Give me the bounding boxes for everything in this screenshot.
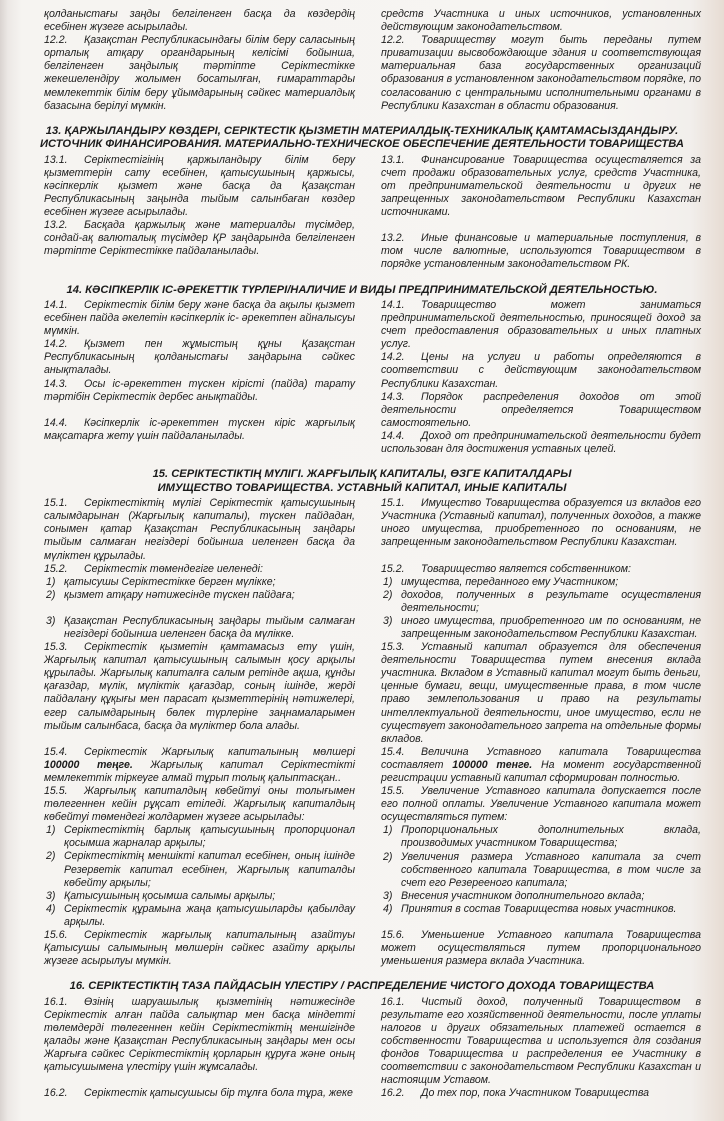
paragraph-text: Цены на услуги и работы определяются в соответствии с действующим законодательством Республики Казахстан. — [381, 351, 701, 390]
list-item — [381, 576, 701, 589]
paragraph-text: Имущество Товарищества образуется из вкладов его Участника (Уставный капитал), полученных доходов, а также иного имущества, приобретенного по основаниям, не запрещенным законодательством Республики Казахстан. — [381, 497, 701, 549]
paragraph-number: 14.1. — [44, 299, 68, 311]
section-15-right — [381, 497, 701, 968]
paragraph-number: 16.2. — [381, 1087, 405, 1100]
paragraph-text: Қазақстан Республикасындағы білім беру саласының орталық атқару органдарының келісімі бойынша, белгіленген заңдылық тәртіпте Серіктестікке жекешелендіру жолымен босатылған, ғимараттарды мемлекеттік білім беру ұйымдарының сәйкес материалдық базасына берілуі мүмкін. — [44, 34, 355, 112]
paragraph-number: 15.4. — [381, 745, 405, 758]
list-text: иного имущества, приобретенного им по основаниям, не запрещенным законодательством Республики Казахстан. — [401, 614, 701, 640]
paragraph-number: 13.1. — [44, 153, 68, 166]
paragraph-15-1-kz — [44, 497, 355, 562]
paragraph-number: 16.1. — [44, 995, 68, 1008]
section-14-heading: 14. КӘСІПКЕРЛІК ІС-ӘРЕКЕТТІК ТҮРЛЕРІ/НАЛИЧИЕ И ВИДЫ ПРЕДПРИНИМАТЕЛЬСКОЙ ДЕЯТЕЛЬНОСТЬЮ. — [66, 283, 658, 296]
section-12-left-continuation: қолданыстағы заңды белгіленген басқа да көздердің есебінен жүзеге асырылады. — [44, 8, 355, 34]
paragraph-text: Иные финансовые и материальные поступления, в том числе валютные, используются Товариществом в порядке установленным законодательством РК. — [381, 232, 701, 271]
paragraph-text: Жарғылық капиталдың көбейтуі оны толығымен төлегеннен кейін рұқсат етіледі. Жарғылық капиталдың көбейтуі төмендегі жолдармен жүзеге асырылады: — [44, 785, 355, 824]
paragraph-number: 15.3. — [381, 641, 405, 654]
list-number: 4) — [383, 902, 393, 915]
paragraph-14-3-ru — [381, 391, 701, 430]
paragraph-text: Порядок распределения доходов от этой деятельности определяется Товариществом самостоятельно. — [381, 390, 701, 429]
paragraph-text: Қызмет пен жұмыстың құны Қазақстан Республикасының қолданыстағы заңдарына сәйкес анықталады. — [44, 338, 355, 377]
list-text: Серіктестіктің барлық қатысушының пропорционал қосымша жарналар арқылы; — [64, 824, 355, 850]
section-15-left — [44, 497, 355, 968]
paragraph-text: Серіктестік төмендегіге иеленеді: — [84, 562, 263, 575]
list-text: Пропорциональных дополнительных вклада, производимых участником Товарищества; — [401, 824, 701, 850]
list-text: Серіктестік құрамына жаңа қатысушыларды қабылдау арқылы. — [64, 902, 355, 928]
paragraph-text: Товарищество является собственником: — [421, 562, 631, 575]
paragraph-15-3-ru — [381, 641, 701, 746]
paragraph-text: Өзінің шаруашылық қызметінің нәтижесінде Серіктестік алған пайда салықтар мен басқа міндетті төлемдерді төлегеннен кейін Серіктестіктің меншігінде қалады және Қазақстан Республикасының заңдары мен осы Жарғыға сәйкес Серіктестіктің қорларын құруға және оның қатысушымена үлестіру үшін жұмсалады. — [44, 995, 355, 1074]
section-14-right — [381, 299, 701, 456]
paragraph-15-4-kz — [44, 746, 355, 785]
paragraph-number: 14.2. — [381, 351, 405, 364]
list-number: 3) — [383, 889, 393, 902]
paragraph-text: Чистый доход, полученный Товариществом в результате его хозяйственной деятельности, после уплаты налогов и других обязательных платежей остается в собственности Товарищества и используется для создания фондов Товарищества и распределения ее Участнику в соответствии с законодательством Республики Казахстан и настоящим Уставом. — [381, 995, 701, 1087]
section-12 — [44, 8, 702, 113]
paragraph-number: 16.2. — [44, 1087, 68, 1100]
paragraph-14-4-ru — [381, 430, 701, 456]
paragraph-13-2-ru — [381, 232, 701, 271]
list-text: доходов, полученных в результате осуществления деятельности; — [401, 588, 701, 614]
paragraph-15-4-ru — [381, 746, 701, 785]
list-number: 2) — [46, 850, 56, 863]
paragraph-text: До тех пор, пока Участником Товарищества — [421, 1087, 650, 1100]
list-number: 1) — [46, 824, 56, 837]
list-number: 3) — [46, 889, 56, 902]
paragraph-text-post: Жарғылық капитал Серіктестікті мемлекеттік тіркеуге алмай тұрып толық қалыптасқан.. — [44, 758, 355, 784]
list-number: 1) — [46, 575, 56, 588]
section-16-left — [44, 996, 355, 1101]
paragraph-number: 13.1. — [381, 153, 405, 166]
paragraph-16-2-ru — [381, 1087, 701, 1100]
paragraph-14-2-ru — [381, 351, 701, 390]
list-text: Принятия в состав Товарищества новых участников. — [401, 902, 677, 915]
paragraph-15-5-kz — [44, 785, 355, 824]
section-16 — [44, 980, 702, 1100]
paragraph-12-2-ru — [381, 34, 701, 113]
list-number: 3) — [383, 614, 393, 627]
section-16-heading: 16. СЕРІКТЕСТІКТІҢ ТАЗА ПАЙДАСЫН ҮЛЕСТІРУ / РАСПРЕДЕЛЕНИЕ ЧИСТОГО ДОХОДА ТОВАРИЩЕСТВА — [69, 980, 655, 993]
paragraph-14-4-kz — [44, 417, 355, 443]
list-number: 4) — [46, 902, 56, 915]
paragraph-14-1-ru — [381, 299, 701, 351]
section-13-left — [44, 154, 355, 259]
list-item — [44, 903, 355, 929]
list-item — [381, 615, 701, 641]
paragraph-16-2-kz — [44, 1087, 355, 1100]
paragraph-text-pre: Величина Уставного капитала Товарищества составляет — [381, 745, 701, 771]
paragraph-15-2-ru — [381, 563, 701, 576]
list-number: 3) — [46, 614, 56, 627]
list-item — [44, 589, 355, 602]
list-item — [44, 615, 355, 641]
paragraph-text: Кәсіпкерлік іс-әрекеттен түскен кіріс жарғылық мақсатарға жету үшін пайдаланылады. — [44, 416, 355, 442]
paragraph-14-2-kz — [44, 338, 355, 377]
section-13-heading-ru: ИСТОЧНИК ФИНАНСИРОВАНИЯ. МАТЕРИАЛЬНО-ТЕХНИЧЕСКОЕ ОБЕСПЕЧЕНИЕ ДЕЯТЕЛЬНОСТИ ТОВАРИЩЕСТВА — [40, 138, 684, 151]
list-item — [381, 851, 701, 890]
paragraph-number: 12.2. — [381, 34, 405, 47]
paragraph-number: 15.2. — [381, 562, 405, 575]
capital-amount: 100000 тенге. — [452, 758, 533, 771]
section-12-left — [44, 8, 355, 113]
paragraph-text: Товарищество может заниматься предпринимательской деятельностью, приносящей доход за счет предоставления образовательных и иных платных услуг. — [381, 299, 701, 351]
capital-amount: 100000 теңге. — [44, 758, 133, 771]
paragraph-text: Серіктестік қатысушысы бір тұлға бола тұра, жеке — [84, 1087, 353, 1100]
paragraph-15-6-kz — [44, 929, 355, 968]
paragraph-text: Уставный капитал образуется для обеспечения деятельности Товарищества путем внесения вклада участника. Вкладом в Уставный капитал могут быть деньги, ценные бумаги, вещи, имущественные права, в том числе право землепользования и право на результаты интеллектуальной деятельности, иное имущество, если не существует законодательного запрета на отдельные формы вкладов. — [381, 641, 701, 745]
list-number: 1) — [383, 824, 393, 837]
section-12-right-continuation: средств Участника и иных источников, установленных действующим законодательством. — [381, 8, 701, 34]
section-14-left — [44, 299, 355, 443]
paragraph-text: Доход от предпринимательской деятельности будет использован для достижения уставных целей. — [381, 429, 701, 456]
list-text: Серіктестіктің меншікті капитал есебінен, оның ішінде Резерветік капитал есебінен, Жарғылық капиталды көбейту арқылы; — [64, 850, 355, 889]
list-item — [44, 576, 355, 589]
paragraph-text: Серіктестігінің қаржыландыру білім беру қызметтерін сату есебінен, қатысушының қаржысы, кәсіпкерлік қызмет және басқа да Қазақстан Республикасының заңында тыйым салынбаған көздер есебінен жүзеге асырылады. — [44, 153, 355, 219]
paragraph-number: 14.2. — [44, 338, 68, 351]
list-text: Увеличения размера Уставного капитала за счет собственного капитала Товарищества, в том числе за счет его Резерееного капитала; — [401, 850, 701, 889]
paragraph-text: Серіктестік жарғылық капиталының азайтуы Қатысушы салымының мөлшерін сәйкес азайту арқылы жүзеге асырылуы мүмкін. — [44, 929, 355, 968]
paragraph-number: 15.5. — [44, 785, 68, 797]
paragraph-12-2-kz — [44, 34, 355, 113]
paragraph-number: 14.1. — [381, 299, 405, 311]
paragraph-number: 15.3. — [44, 641, 68, 654]
section-15-heading — [22, 468, 702, 495]
paragraph-text: Увеличение Уставного капитала допускается после его полной оплаты. Увеличение Уставного капитала может осуществляться путем: — [381, 785, 701, 824]
section-15-heading-ru: ИМУЩЕСТВО ТОВАРИЩЕСТВА. УСТАВНЫЙ КАПИТАЛ, ИНЫЕ КАПИТАЛЫ — [157, 481, 567, 494]
paragraph-number: 15.1. — [44, 497, 68, 510]
section-14 — [44, 284, 702, 457]
list-item — [44, 890, 355, 903]
list-text: Внесения участником дополнительного вклада; — [401, 889, 645, 902]
section-13-right — [381, 154, 701, 272]
paragraph-number: 14.3. — [381, 390, 405, 403]
section-12-right — [381, 8, 701, 113]
paragraph-text: Серіктестік қызметін қамтамасыз ету үшін, Жарғылық капитал қатысушының салымын қосу арқылы құрылады. Жарғылық капиталға салым ретінде ақша, құнды қағаздар, мүлік, мүліктік қағаздар, соның ішінде, жерді пайдалану құқығы мен парасат қызметтерінің нәтижелері, егер салымдарының бөлек түрлеріне заңнамаларымен тыйым салынбаса, басқа да мүліктер бола алады. — [44, 641, 355, 732]
paragraph-text: Серіктестіктің мүлігі Серіктестік қатысушының салымдарынан (Жарғылық капиталы), түскен пайдадан, сонымен қатар Қазақстан Республикасының заңдары тыйым салмаған негіздері бойынша иеленген басқа да мүліктен құрылады. — [44, 497, 355, 562]
paragraph-15-2-kz — [44, 563, 355, 576]
list-number: 2) — [46, 588, 56, 601]
paragraph-number: 15.6. — [44, 929, 68, 942]
paragraph-text-pre: Серіктестік Жарғылық капиталының мөлшері — [84, 745, 355, 758]
list-text: Қатысушының қосымша салымы арқылы; — [64, 889, 276, 902]
paragraph-number: 14.3. — [44, 377, 68, 390]
list-text: қатысушы Серіктестікке берген мүлікке; — [64, 575, 276, 588]
paragraph-number: 15.2. — [44, 562, 68, 575]
paragraph-number: 13.2. — [44, 219, 68, 232]
paragraph-number: 15.1. — [381, 497, 405, 510]
list-item — [381, 589, 701, 615]
list-number: 2) — [383, 588, 393, 601]
paragraph-text: Осы іс-әрекеттен түскен кірісті (пайда) тарату тәртібін Серіктестік дербес анықтайды. — [44, 377, 355, 403]
list-text: қызмет атқару нәтижесінде түскен пайдаға; — [64, 588, 295, 601]
paragraph-text: Финансирование Товарищества осуществляется за счет продажи образовательных услуг, средств Участника, от предпринимательской деятельности и других не запрещенных законодательством Республики Казахстан источниками. — [381, 153, 701, 219]
section-13-heading — [22, 125, 702, 152]
list-text: имущества, переданного ему Участником; — [401, 575, 619, 588]
list-text: Қазақстан Республикасының заңдары тыйым салмаған негіздері бойынша иеленген басқа да мүлікке. — [64, 614, 355, 640]
paragraph-14-3-kz — [44, 378, 355, 404]
paragraph-number: 14.4. — [381, 429, 405, 442]
paragraph-text: Басқада қаржылық және материалды түсімдер, сондай-ақ валюталық түсімдер ҚР заңдарында белгіленген тәртіпте Серіктестікке пайдаланылады. — [44, 219, 355, 258]
section-13 — [40, 124, 702, 272]
section-16-right — [381, 996, 701, 1101]
list-item — [44, 824, 355, 850]
paragraph-number: 14.4. — [44, 416, 68, 429]
paragraph-text-post: На момент государственной регистрации уставный капитал сформирован полностью. — [381, 758, 701, 784]
paragraph-15-1-ru — [381, 497, 701, 549]
paragraph-13-2-kz — [44, 219, 355, 258]
paragraph-text: Уменьшение Уставного капитала Товарищества может осуществляться путем пропорционального уменьшения размера вклада Участника. — [381, 929, 701, 968]
list-number: 2) — [383, 850, 393, 863]
paragraph-15-5-ru — [381, 785, 701, 824]
list-item — [381, 824, 701, 850]
paragraph-number: 13.2. — [381, 232, 405, 245]
paragraph-15-3-kz — [44, 641, 355, 733]
section-15 — [44, 468, 702, 968]
paragraph-number: 15.5. — [381, 785, 405, 798]
paragraph-16-1-ru — [381, 996, 701, 1088]
paragraph-text: Товариществу могут быть переданы путем приватизации высвобождающие здания и соответствующая материальная база государственных организаций образования в установленном законодательством порядке, по согласованию с центральными исполнительными органами в Республики Казахстан в области образования. — [381, 34, 701, 112]
paragraph-13-1-kz — [44, 154, 355, 219]
list-item — [44, 850, 355, 889]
section-13-heading-kz: 13. ҚАРЖЫЛАНДЫРУ КӨЗДЕРІ, СЕРІКТЕСТІК ҚЫЗМЕТІН МАТЕРИАЛДЫҚ-ТЕХНИКАЛЫҚ ҚАМТАМАСЫЗДАНДЫРУ. — [45, 124, 679, 137]
paragraph-number: 15.6. — [381, 929, 405, 942]
paragraph-number: 15.4. — [44, 745, 68, 758]
paragraph-14-1-kz — [44, 299, 355, 338]
paragraph-number: 16.1. — [381, 995, 405, 1008]
list-item — [381, 890, 701, 903]
section-15-heading-kz: 15. СЕРІКТЕСТІКТІҢ МҮЛІГІ. ЖАРҒЫЛЫҚ КАПИТАЛЫ, ӨЗГЕ КАПИТАЛДАРЫ — [152, 468, 572, 481]
paragraph-number: 12.2. — [44, 34, 68, 47]
paragraph-16-1-kz — [44, 996, 355, 1075]
list-item — [381, 903, 701, 916]
paragraph-13-1-ru — [381, 154, 701, 219]
list-number: 1) — [383, 575, 393, 588]
paragraph-15-6-ru — [381, 929, 701, 968]
paragraph-text: Серіктестік білім беру және басқа да ақылы қызмет есебінен пайда әкелетін кәсіпкерлік іс- әрекетпен айналысуы мүмкін. — [44, 299, 355, 338]
